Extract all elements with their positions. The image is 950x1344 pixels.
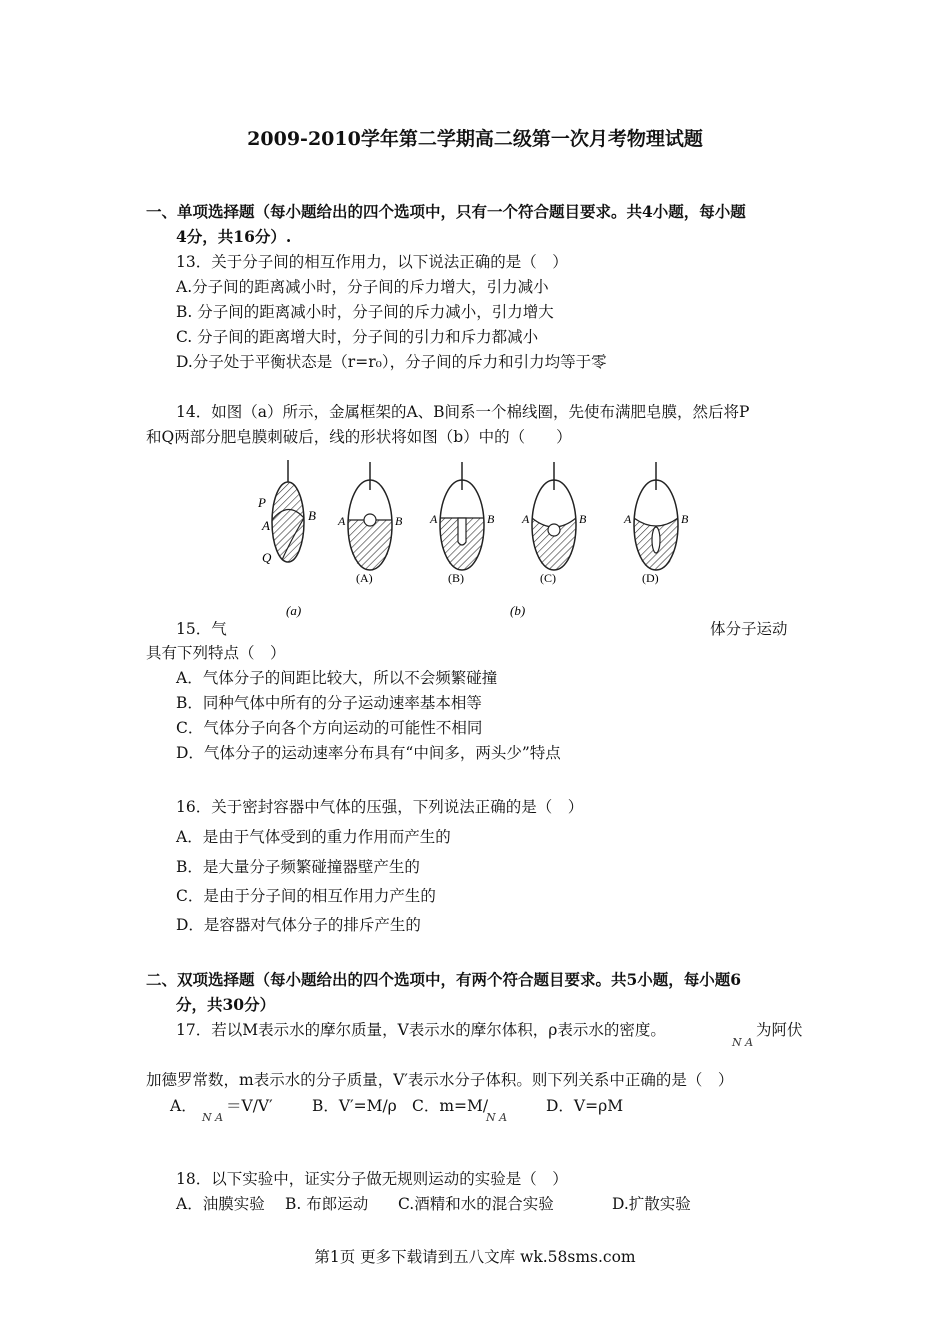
avogadro-symbol: N A: [732, 1036, 754, 1049]
label-b: B: [308, 508, 316, 523]
option-d-figure: [623, 462, 689, 585]
option-c-figure: [521, 462, 587, 585]
page-title: 2009-2010学年第二学期高二级第一次月考物理试题: [247, 128, 703, 150]
label-a: A: [262, 518, 270, 533]
q17-option-c: C．m=M/: [412, 1097, 489, 1115]
q17-option-a: ＝V/V′: [226, 1097, 273, 1115]
page-footer: 第1页 更多下载请到五八文库 wk.58sms.com: [314, 1248, 636, 1266]
opt-d-label-b: B: [681, 512, 689, 526]
q13-option-c: C. 分子间的距离增大时，分子间的引力和斥力都减小: [176, 328, 539, 346]
q18-option-a: A．油膜实验: [176, 1195, 265, 1213]
q15-stem-left: 15．气: [176, 620, 227, 638]
q17-stem: 17．若以M表示水的摩尔质量，V表示水的摩尔体积，ρ表示水的密度。: [176, 1021, 666, 1039]
opt-c-label-a: A: [522, 512, 530, 526]
opt-b-label-a: A: [430, 512, 438, 526]
q13-option-a: A.分子间的距离减小时，分子间的斥力增大，引力减小: [176, 278, 549, 296]
q16-option-a: A．是由于气体受到的重力作用而产生的: [176, 828, 451, 846]
avogadro-symbol-a: N A: [202, 1111, 224, 1124]
label-q: Q: [262, 550, 272, 565]
label-p: P: [258, 495, 266, 510]
q17-stem-tail: 为阿伏: [756, 1021, 803, 1039]
caption-b: (b): [510, 603, 526, 618]
q14-stem-cont: 和Q两部分肥皂膜刺破后，线的形状将如图（b）中的（ ）: [146, 428, 572, 446]
q15-option-d: D．气体分子的运动速率分布具有“中间多，两头少”特点: [176, 744, 561, 762]
q15-option-c: C．气体分子向各个方向运动的可能性不相同: [176, 719, 483, 737]
q13-stem: 13．关于分子间的相互作用力，以下说法正确的是（ ）: [176, 253, 568, 271]
section2-heading: 二、双项选择题（每小题给出的四个选项中，有两个符合题目要求。共5小题，每小题6: [146, 970, 742, 989]
opt-a-caption: (A): [356, 571, 373, 585]
q16-option-c: C．是由于分子间的相互作用力产生的: [176, 887, 436, 905]
q18-option-d: D.扩散实验: [612, 1195, 691, 1213]
opt-c-caption: (C): [540, 571, 556, 585]
avogadro-symbol-c: N A: [486, 1111, 508, 1124]
option-b-figure: [429, 462, 495, 585]
opt-c-label-b: B: [579, 512, 587, 526]
q15-stem-cont: 具有下列特点（ ）: [146, 644, 286, 662]
q17-option-b: B．V′=M/ρ: [312, 1097, 397, 1115]
q14-stem: 14．如图（a）所示，金属框架的A、B间系一个棉线圈，先使布满肥皂膜，然后将P: [176, 403, 750, 421]
section1-heading-cont: 4分，共16分）.: [176, 227, 292, 246]
q17-stem-cont: 加德罗常数，m表示水的分子质量，V′表示水分子体积。则下列关系中正确的是（ ）: [146, 1071, 734, 1089]
soap-film-figure: [248, 460, 708, 620]
q13-option-b: B. 分子间的距离减小时，分子间的斥力减小，引力增大: [176, 303, 554, 321]
opt-d-label-a: A: [624, 512, 632, 526]
caption-a: (a): [286, 603, 302, 618]
q13-option-d: D.分子处于平衡状态是（r=r₀），分子间的斥力和引力均等于零: [176, 353, 607, 371]
q17-option-a-label: A．: [170, 1097, 197, 1115]
q17-option-d: D．V=ρM: [546, 1097, 624, 1115]
q18-option-c: C.酒精和水的混合实验: [398, 1195, 554, 1213]
section1-heading: 一、单项选择题（每小题给出的四个选项中，只有一个符合题目要求。共4小题，每小题: [146, 202, 746, 221]
opt-a-label-a: A: [338, 514, 346, 528]
opt-a-label-b: B: [395, 514, 403, 528]
q16-option-d: D．是容器对气体分子的排斥产生的: [176, 916, 421, 934]
opt-d-caption: (D): [642, 571, 659, 585]
q15-stem-right: 体分子运动: [710, 620, 788, 638]
q18-option-b: B. 布郎运动: [285, 1195, 369, 1213]
figure-a-frame: [257, 460, 316, 618]
q16-option-b: B．是大量分子频繁碰撞器壁产生的: [176, 858, 420, 876]
opt-b-label-b: B: [487, 512, 495, 526]
q16-stem: 16．关于密封容器中气体的压强，下列说法正确的是（ ）: [176, 798, 584, 816]
opt-b-caption: (B): [448, 571, 464, 585]
q15-option-a: A．气体分子的间距比较大，所以不会频繁碰撞: [176, 669, 498, 687]
section2-heading-cont: 分，共30分）: [176, 995, 276, 1014]
q18-stem: 18．以下实验中，证实分子做无规则运动的实验是（ ）: [176, 1170, 568, 1188]
option-a-figure: [337, 462, 403, 585]
q15-option-b: B．同种气体中所有的分子运动速率基本相等: [176, 694, 482, 712]
